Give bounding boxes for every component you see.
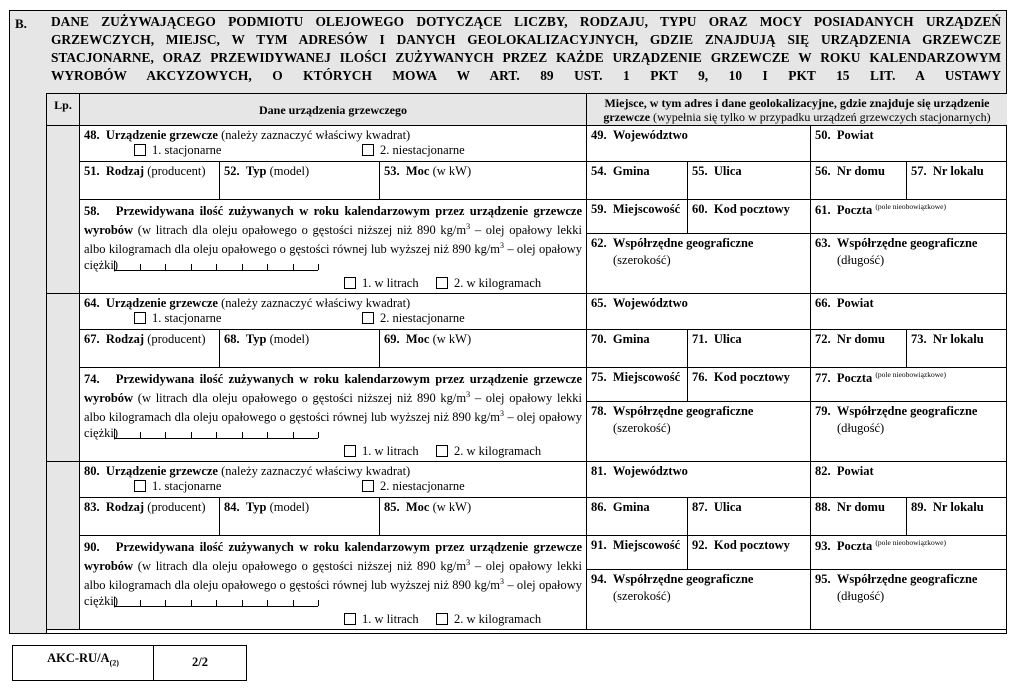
- field-label: Ulica: [713, 332, 742, 346]
- field-number: 68.: [224, 332, 240, 346]
- option-label: 2. niestacjonarne: [380, 479, 465, 493]
- model-cell[interactable]: [220, 330, 380, 368]
- field-note: – olej opałowy ciężki): [84, 578, 582, 609]
- quantity-digit-boxes[interactable]: [114, 429, 318, 439]
- field-note: (producent): [144, 500, 206, 514]
- commune-cell[interactable]: [587, 330, 688, 368]
- field-label: Powiat: [836, 464, 874, 478]
- quantity-cell: [80, 536, 587, 630]
- field-label: Kod pocztowy: [713, 538, 790, 552]
- digit-box-tick: [191, 600, 192, 606]
- apartment-number-cell[interactable]: [907, 498, 1007, 536]
- option-label: 1. w litrach: [362, 276, 419, 290]
- postal-code-cell[interactable]: [688, 200, 811, 234]
- device-type-cell: [80, 462, 587, 498]
- device-table: [46, 93, 1006, 633]
- field-number: 60.: [692, 202, 708, 216]
- field-note: (producent): [144, 332, 206, 346]
- option-stationary[interactable]: [134, 311, 221, 327]
- field-label: Ulica: [713, 164, 742, 178]
- digit-box-tick: [216, 264, 217, 270]
- optional-note: (pole nieobowiązkowe): [875, 202, 947, 211]
- option-label: 2. w kilogramach: [454, 612, 542, 626]
- field-number: 86.: [591, 500, 607, 514]
- model-cell[interactable]: [220, 162, 380, 200]
- kilograms-checkbox[interactable]: [436, 445, 448, 457]
- postal-code-cell[interactable]: [688, 536, 811, 570]
- digit-box-tick: [191, 432, 192, 438]
- digit-box-tick: [318, 600, 319, 606]
- field-label: Nr domu: [836, 500, 885, 514]
- form-code: [13, 646, 154, 680]
- location-header: [587, 94, 1007, 126]
- kilograms-checkbox[interactable]: [436, 613, 448, 625]
- power-cell[interactable]: [380, 498, 587, 536]
- field-label: Współrzędne geograficzne: [836, 572, 978, 586]
- locality-cell[interactable]: [587, 536, 688, 570]
- digit-box-tick: [293, 600, 294, 606]
- field-number: 92.: [692, 538, 708, 552]
- field-label: Współrzędne geograficzne: [612, 572, 754, 586]
- digit-box-tick: [191, 264, 192, 270]
- field-label: Nr domu: [836, 332, 885, 346]
- longitude-cell[interactable]: [811, 234, 1007, 294]
- field-number: 57.: [911, 164, 927, 178]
- form-code-variant: (2): [109, 658, 119, 668]
- option-label: 1. stacjonarne: [152, 479, 222, 493]
- field-number: 62.: [591, 236, 607, 250]
- stationary-checkbox[interactable]: [134, 480, 146, 492]
- field-label: Powiat: [836, 128, 874, 142]
- option-mobile[interactable]: [362, 311, 465, 327]
- unit-kilograms-option[interactable]: [436, 612, 541, 628]
- digit-box-tick: [165, 600, 166, 606]
- form-code-text: AKC-RU/A: [47, 651, 110, 665]
- house-number-cell[interactable]: [811, 162, 907, 200]
- field-note: (szerokość): [613, 588, 671, 603]
- field-note: (należy zaznaczyć właściwy kwadrat): [217, 464, 411, 478]
- location-header-bold: Miejsce, w tym adres i dane geolokalizacyjne, gdzie znajduje się urządzenie grzewcze: [603, 96, 990, 124]
- field-number: 80.: [84, 464, 100, 478]
- field-label: Kod pocztowy: [713, 202, 790, 216]
- digit-box-tick: [242, 432, 243, 438]
- field-number: 53.: [384, 164, 400, 178]
- digit-box-tick: [140, 600, 141, 606]
- manufacturer-cell[interactable]: [80, 162, 220, 200]
- lp-cell: [47, 462, 80, 630]
- field-note: (w litrach dla oleju opałowego o gęstości niższej niż 890 kg/m: [133, 391, 467, 406]
- field-number: 76.: [692, 370, 708, 384]
- field-label: Typ: [245, 332, 267, 346]
- field-number: 56.: [815, 164, 831, 178]
- field-number: 66.: [815, 296, 831, 310]
- field-number: 67.: [84, 332, 100, 346]
- field-number: 73.: [911, 332, 927, 346]
- option-label: 1. w litrach: [362, 612, 419, 626]
- digit-box-tick: [293, 432, 294, 438]
- liters-checkbox[interactable]: [344, 445, 356, 457]
- option-mobile[interactable]: [362, 143, 465, 159]
- voivodeship-cell[interactable]: [587, 462, 811, 498]
- voivodeship-cell[interactable]: [587, 126, 811, 162]
- field-label: Nr lokalu: [932, 164, 984, 178]
- field-label: Rodzaj: [105, 500, 145, 514]
- field-label: Powiat: [836, 296, 874, 310]
- field-note: (długość): [837, 252, 885, 267]
- field-number: 88.: [815, 500, 831, 514]
- field-number: 90.: [84, 540, 100, 554]
- field-label: Województwo: [612, 464, 688, 478]
- field-note: (w kW): [429, 500, 472, 514]
- field-label: Przewidywana ilość zużywanych w roku kalendarzowym przez urządzenie grzewcze wyrobów: [84, 204, 583, 238]
- device-data-header: Dane urządzenia grzewczego: [80, 94, 587, 126]
- unit-liters-option[interactable]: [344, 276, 419, 292]
- apartment-number-cell[interactable]: [907, 162, 1007, 200]
- device-block: [47, 462, 1007, 630]
- field-label: Współrzędne geograficzne: [836, 404, 978, 418]
- field-note: (producent): [144, 164, 206, 178]
- field-note: (w litrach dla oleju opałowego o gęstości niższej niż 890 kg/m: [133, 559, 467, 574]
- quantity-digit-boxes[interactable]: [114, 597, 318, 607]
- field-note: (model): [266, 332, 310, 346]
- field-number: 55.: [692, 164, 708, 178]
- field-label: Nr lokalu: [932, 500, 984, 514]
- field-label: Rodzaj: [105, 164, 145, 178]
- field-number: 87.: [692, 500, 708, 514]
- quantity-cell: [80, 200, 587, 294]
- field-label: Współrzędne geograficzne: [836, 236, 978, 250]
- section-heading: [51, 13, 1001, 85]
- field-note: (szerokość): [613, 252, 671, 267]
- quantity-digit-boxes[interactable]: [114, 261, 318, 271]
- field-number: 89.: [911, 500, 927, 514]
- field-number: 64.: [84, 296, 100, 310]
- mobile-checkbox[interactable]: [362, 144, 374, 156]
- field-label: Rodzaj: [105, 332, 145, 346]
- field-note: (model): [266, 164, 310, 178]
- field-label: Współrzędne geograficzne: [612, 404, 754, 418]
- quantity-cell: [80, 368, 587, 462]
- field-note: – olej opałowy lekki albo kilogramach dla oleju opałowego o gęstości równej lub wyższej niż 890 kg/m: [84, 391, 582, 425]
- digit-box-tick: [165, 264, 166, 270]
- field-number: 59.: [591, 202, 607, 216]
- field-label: Moc: [405, 500, 430, 514]
- field-label: Współrzędne geograficzne: [612, 236, 754, 250]
- optional-note: (pole nieobowiązkowe): [875, 370, 947, 379]
- field-label: Moc: [405, 164, 430, 178]
- power-cell[interactable]: [380, 162, 587, 200]
- digit-box-tick: [318, 432, 319, 438]
- kilograms-checkbox[interactable]: [436, 277, 448, 289]
- field-number: 65.: [591, 296, 607, 310]
- field-note: (należy zaznaczyć właściwy kwadrat): [217, 296, 411, 310]
- field-number: 84.: [224, 500, 240, 514]
- field-number: 54.: [591, 164, 607, 178]
- digit-box-tick: [140, 432, 141, 438]
- digit-box-tick: [267, 264, 268, 270]
- option-label: 2. niestacjonarne: [380, 311, 465, 325]
- house-number-cell[interactable]: [811, 330, 907, 368]
- device-type-cell: [80, 126, 587, 162]
- option-label: 1. stacjonarne: [152, 143, 222, 157]
- voivodeship-cell[interactable]: [587, 294, 811, 330]
- field-label: Województwo: [612, 128, 688, 142]
- field-note: – olej opałowy ciężki): [84, 242, 582, 273]
- street-cell[interactable]: [688, 498, 811, 536]
- stationary-checkbox[interactable]: [134, 144, 146, 156]
- field-number: 69.: [384, 332, 400, 346]
- digit-box-tick: [242, 264, 243, 270]
- field-number: 83.: [84, 500, 100, 514]
- page-number: 2/2: [192, 655, 208, 669]
- manufacturer-cell[interactable]: [80, 498, 220, 536]
- district-cell[interactable]: [811, 294, 1007, 330]
- field-number: 58.: [84, 204, 100, 218]
- field-note: (w kW): [429, 164, 472, 178]
- postal-code-cell[interactable]: [688, 368, 811, 402]
- field-label: Gmina: [612, 164, 650, 178]
- superscript: 3: [500, 241, 505, 251]
- field-label: Nr lokalu: [932, 332, 984, 346]
- field-label: Urządzenie grzewcze: [105, 128, 218, 142]
- field-label: Gmina: [612, 500, 650, 514]
- field-note: (szerokość): [613, 420, 671, 435]
- post-office-cell[interactable]: [811, 536, 1007, 570]
- field-label: Przewidywana ilość zużywanych w roku kalendarzowym przez urządzenie grzewcze wyrobów: [84, 372, 583, 406]
- unit-kilograms-option[interactable]: [436, 276, 541, 292]
- field-label: Przewidywana ilość zużywanych w roku kalendarzowym przez urządzenie grzewcze wyrobów: [84, 540, 583, 574]
- field-note: (w litrach dla oleju opałowego o gęstości niższej niż 890 kg/m: [133, 223, 467, 238]
- field-number: 82.: [815, 464, 831, 478]
- field-number: 94.: [591, 572, 607, 586]
- latitude-cell[interactable]: [587, 570, 811, 630]
- field-note: (należy zaznaczyć właściwy kwadrat): [217, 128, 411, 142]
- option-mobile[interactable]: [362, 479, 465, 495]
- option-stationary[interactable]: [134, 479, 221, 495]
- field-note: – olej opałowy lekki albo kilogramach dla oleju opałowego o gęstości równej lub wyższej niż 890 kg/m: [84, 559, 582, 593]
- field-label: Województwo: [612, 296, 688, 310]
- field-number: 51.: [84, 164, 100, 178]
- unit-liters-option[interactable]: [344, 444, 419, 460]
- commune-cell[interactable]: [587, 162, 688, 200]
- field-label: Kod pocztowy: [713, 370, 790, 384]
- power-cell[interactable]: [380, 330, 587, 368]
- district-cell[interactable]: [811, 462, 1007, 498]
- digit-box-tick: [216, 600, 217, 606]
- location-header-note: (wypełnia się tylko w przypadku urządzeń grzewczych stacjonarnych): [650, 110, 991, 124]
- model-cell[interactable]: [220, 498, 380, 536]
- field-label: Poczta: [836, 539, 873, 554]
- field-number: 95.: [815, 572, 831, 586]
- post-office-cell[interactable]: [811, 368, 1007, 402]
- locality-cell[interactable]: [587, 368, 688, 402]
- field-label: Typ: [245, 164, 267, 178]
- heading-line: STACJONARNE, ORAZ PRZEWIDYWANEJ ILOŚCI ZUŻYWANYCH PRZEZ KAŻDE URZĄDZENIE GRZEWCZE W ROKU KALENDARZOWYM: [51, 50, 1001, 65]
- street-cell[interactable]: [688, 330, 811, 368]
- field-number: 77.: [815, 371, 831, 386]
- field-number: 75.: [591, 370, 607, 384]
- field-label: Miejscowość: [612, 538, 681, 552]
- field-label: Gmina: [612, 332, 650, 346]
- digit-box-tick: [140, 264, 141, 270]
- digit-box-tick: [165, 432, 166, 438]
- superscript: 3: [466, 390, 471, 399]
- post-office-cell[interactable]: [811, 200, 1007, 234]
- superscript: 3: [500, 577, 505, 587]
- liters-checkbox[interactable]: [344, 613, 356, 625]
- mobile-checkbox[interactable]: [362, 480, 374, 492]
- heading-line: DANE ZUŻYWAJĄCEGO PODMIOTU OLEJOWEGO DOTYCZĄCE LICZBY, RODZAJU, TYPU ORAZ MOCY POSIADANYCH URZĄDZEŃ: [51, 14, 1001, 29]
- field-number: 72.: [815, 332, 831, 346]
- street-cell[interactable]: [688, 162, 811, 200]
- field-note: (model): [266, 500, 310, 514]
- option-stationary[interactable]: [134, 143, 221, 159]
- field-number: 74.: [84, 372, 100, 386]
- mobile-checkbox[interactable]: [362, 312, 374, 324]
- form-footer: [12, 645, 247, 681]
- stationary-checkbox[interactable]: [134, 312, 146, 324]
- field-number: 70.: [591, 332, 607, 346]
- lp-header: Lp.: [47, 94, 80, 126]
- apartment-number-cell[interactable]: [907, 330, 1007, 368]
- field-note: (w kW): [429, 332, 472, 346]
- unit-liters-option[interactable]: [344, 612, 419, 628]
- lp-cell: [47, 294, 80, 462]
- option-label: 2. w kilogramach: [454, 276, 542, 290]
- heading-line: GRZEWCZYCH, MIEJSC, W TYM ADRESÓW I DANYCH GEOLOKALIZACYJNYCH, GDZIE ZNAJDUJĄ SIĘ URZĄDZENIA GRZEWCZE: [51, 32, 1001, 47]
- field-number: 71.: [692, 332, 708, 346]
- field-note: (długość): [837, 420, 885, 435]
- digit-box-tick: [267, 432, 268, 438]
- heading-line: WYROBÓW AKCYZOWYCH, O KTÓRYCH MOWA W ART. 89 UST. 1 PKT 9, 10 I PKT 15 LIT. A USTAWY: [51, 68, 1001, 83]
- field-label: Ulica: [713, 500, 742, 514]
- superscript: 3: [500, 409, 505, 419]
- field-label: Moc: [405, 332, 430, 346]
- digit-box-tick: [267, 600, 268, 606]
- field-number: 49.: [591, 128, 607, 142]
- longitude-cell[interactable]: [811, 570, 1007, 630]
- field-note: – olej opałowy ciężki): [84, 410, 582, 441]
- locality-cell[interactable]: [587, 200, 688, 234]
- option-label: 2. niestacjonarne: [380, 143, 465, 157]
- field-label: Urządzenie grzewcze: [105, 464, 218, 478]
- field-label: Poczta: [836, 371, 873, 386]
- field-number: 81.: [591, 464, 607, 478]
- longitude-cell[interactable]: [811, 402, 1007, 462]
- commune-cell[interactable]: [587, 498, 688, 536]
- field-label: Nr domu: [836, 164, 885, 178]
- field-note: – olej opałowy lekki albo kilogramach dla oleju opałowego o gęstości równej lub wyższej niż 890 kg/m: [84, 223, 582, 257]
- latitude-cell[interactable]: [587, 234, 811, 294]
- lp-cell: [47, 126, 80, 294]
- digit-box-tick: [242, 600, 243, 606]
- digit-box-tick: [216, 432, 217, 438]
- field-label: Poczta: [836, 203, 873, 218]
- option-label: 2. w kilogramach: [454, 444, 542, 458]
- field-label: Typ: [245, 500, 267, 514]
- house-number-cell[interactable]: [811, 498, 907, 536]
- field-number: 93.: [815, 539, 831, 554]
- liters-checkbox[interactable]: [344, 277, 356, 289]
- optional-note: (pole nieobowiązkowe): [875, 538, 947, 547]
- field-number: 79.: [815, 404, 831, 418]
- field-label: Miejscowość: [612, 202, 681, 216]
- field-number: 61.: [815, 203, 831, 218]
- device-type-cell: [80, 294, 587, 330]
- device-block: [47, 126, 1007, 294]
- manufacturer-cell[interactable]: [80, 330, 220, 368]
- latitude-cell[interactable]: [587, 402, 811, 462]
- superscript: 3: [466, 558, 471, 567]
- field-label: Miejscowość: [612, 370, 681, 384]
- option-label: 1. w litrach: [362, 444, 419, 458]
- superscript: 3: [466, 222, 471, 231]
- district-cell[interactable]: [811, 126, 1007, 162]
- device-block: [47, 294, 1007, 462]
- field-number: 91.: [591, 538, 607, 552]
- field-number: 50.: [815, 128, 831, 142]
- option-label: 1. stacjonarne: [152, 311, 222, 325]
- field-number: 63.: [815, 236, 831, 250]
- field-note: (długość): [837, 588, 885, 603]
- field-label: Urządzenie grzewcze: [105, 296, 218, 310]
- unit-kilograms-option[interactable]: [436, 444, 541, 460]
- field-number: 78.: [591, 404, 607, 418]
- digit-box-tick: [293, 264, 294, 270]
- field-number: 48.: [84, 128, 100, 142]
- digit-box-tick: [318, 264, 319, 270]
- field-number: 85.: [384, 500, 400, 514]
- section-letter: B.: [15, 16, 27, 31]
- field-number: 52.: [224, 164, 240, 178]
